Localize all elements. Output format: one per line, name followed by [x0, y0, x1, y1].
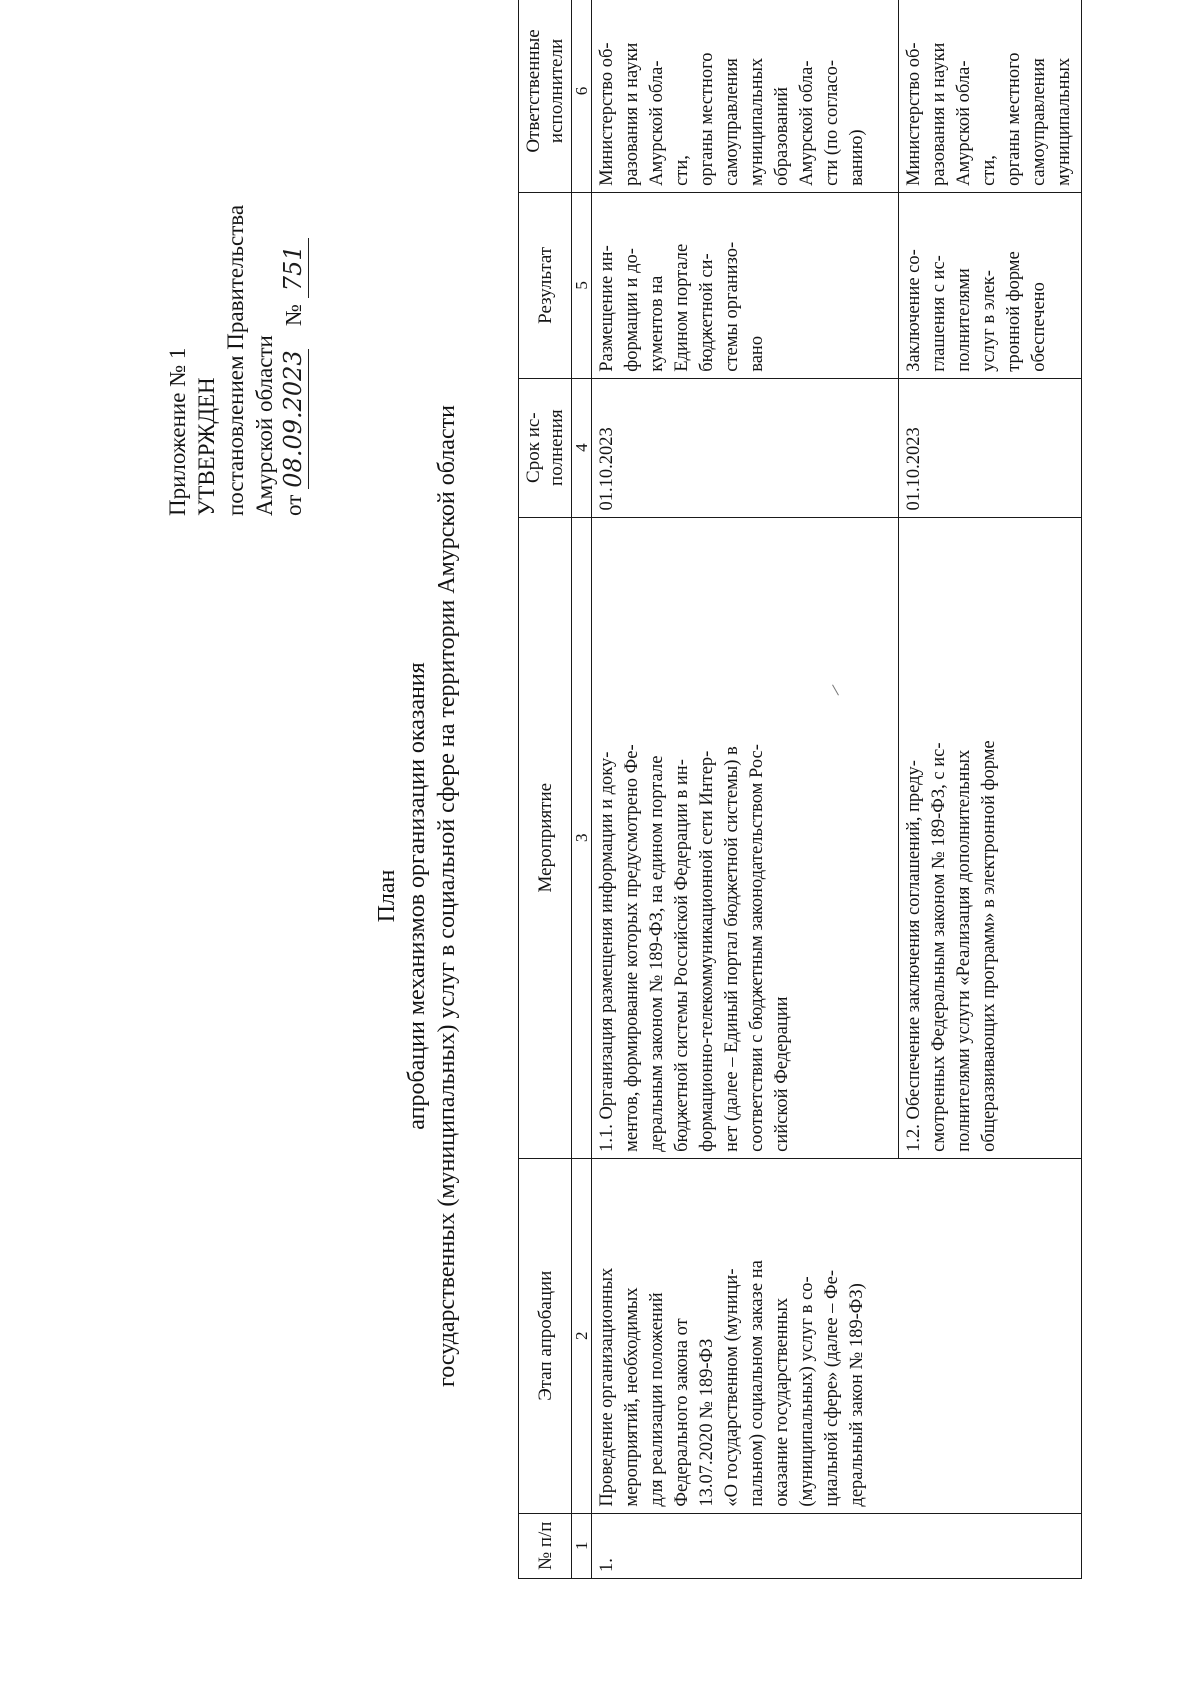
plan-table — [518, 0, 1082, 1579]
appendix-label: Приложение № 1 — [165, 347, 190, 516]
column-number: 1 — [572, 1513, 592, 1578]
handwritten-date: 08.09.2023 — [279, 350, 307, 488]
region-label: Амурской области — [252, 335, 277, 516]
column-number: 4 — [572, 378, 592, 517]
executors-cell: Министерство об- разования и науки Амурской обла- сти, органы местного самоуправления муниципальных образований Амурской обла- сти (по согласо- ванию) — [592, 0, 899, 192]
deadline-cell: 01.10.2023 — [592, 378, 899, 517]
row-number: 1. — [592, 1513, 1082, 1578]
header-deadline: Срок ис- полнения — [519, 378, 572, 517]
date-number-line — [279, 46, 309, 516]
title-line-1: План — [374, 869, 400, 923]
stage-cell: Проведение организационных мероприятий, необходимых для реализации положений Федерального закона от 13.07.2020 № 189-ФЗ «О государственном (муници- пальном) социальном заказе на оказание государственных (муниципальных) услуг в со- циальной сфере» (далее – Фе- деральный закон № 189-ФЗ) — [592, 1158, 1082, 1513]
result-cell: Заключение со- глашения с ис- полнителями услуг в элек- тронной форме обеспечено — [899, 192, 1082, 378]
table-row — [592, 0, 899, 1579]
column-number: 5 — [572, 192, 592, 378]
deadline-cell: 01.10.2023 — [899, 378, 1082, 517]
document-title — [372, 246, 462, 1546]
from-prefix: от — [281, 494, 306, 516]
table-header-row — [519, 0, 572, 1579]
column-number: 3 — [572, 517, 592, 1158]
header-event: Мероприятие — [519, 517, 572, 1158]
number-prefix: № — [281, 304, 306, 326]
title-line-3: государственных (муниципальных) услуг в социальной сфере на территории Амурской области — [434, 405, 460, 1387]
header-no: № п/п — [519, 1513, 572, 1578]
resolution-label: постановлением Правительства — [223, 204, 248, 516]
result-cell: Размещение ин- формации и до- кументов на Едином портале бюджетной си- стемы организо- вано — [592, 192, 899, 378]
header-result: Результат — [519, 192, 572, 378]
title-line-2: апробации механизмов организации оказания — [404, 662, 430, 1130]
header-stage: Этап апробации — [519, 1158, 572, 1513]
column-number: 6 — [572, 0, 592, 192]
event-cell: 1.2. Обеспечение заключения соглашений, преду- смотренных Федеральным законом № 189-ФЗ, с ис- полнителями услуги «Реализация дополнительных общеразвивающих программ» в электронной форме — [899, 517, 1082, 1158]
column-number: 2 — [572, 1158, 592, 1513]
header-executors: Ответственные исполнители — [519, 0, 572, 192]
approved-label: УТВЕРЖДЕН — [194, 377, 219, 516]
executors-cell: Министерство об- разования и науки Амурской обла- сти, органы местного самоуправления муниципальных — [899, 0, 1082, 192]
event-cell: 1.1. Организация размещения информации и доку- ментов, формирование которых предусмотрено Фе- деральным законом № 189-ФЗ, на едином портале бюджетной системы Российской Федерации в ин- формационно-телекоммуникационной сети Интер- нет (далее – Единый портал бюджетной системы) в соответствии с бюджетным законодательством Рос- сийской Федерации — [592, 517, 899, 1158]
column-number-row — [572, 0, 592, 1579]
approval-stamp-block — [163, 46, 309, 516]
handwritten-number: 751 — [279, 238, 309, 298]
